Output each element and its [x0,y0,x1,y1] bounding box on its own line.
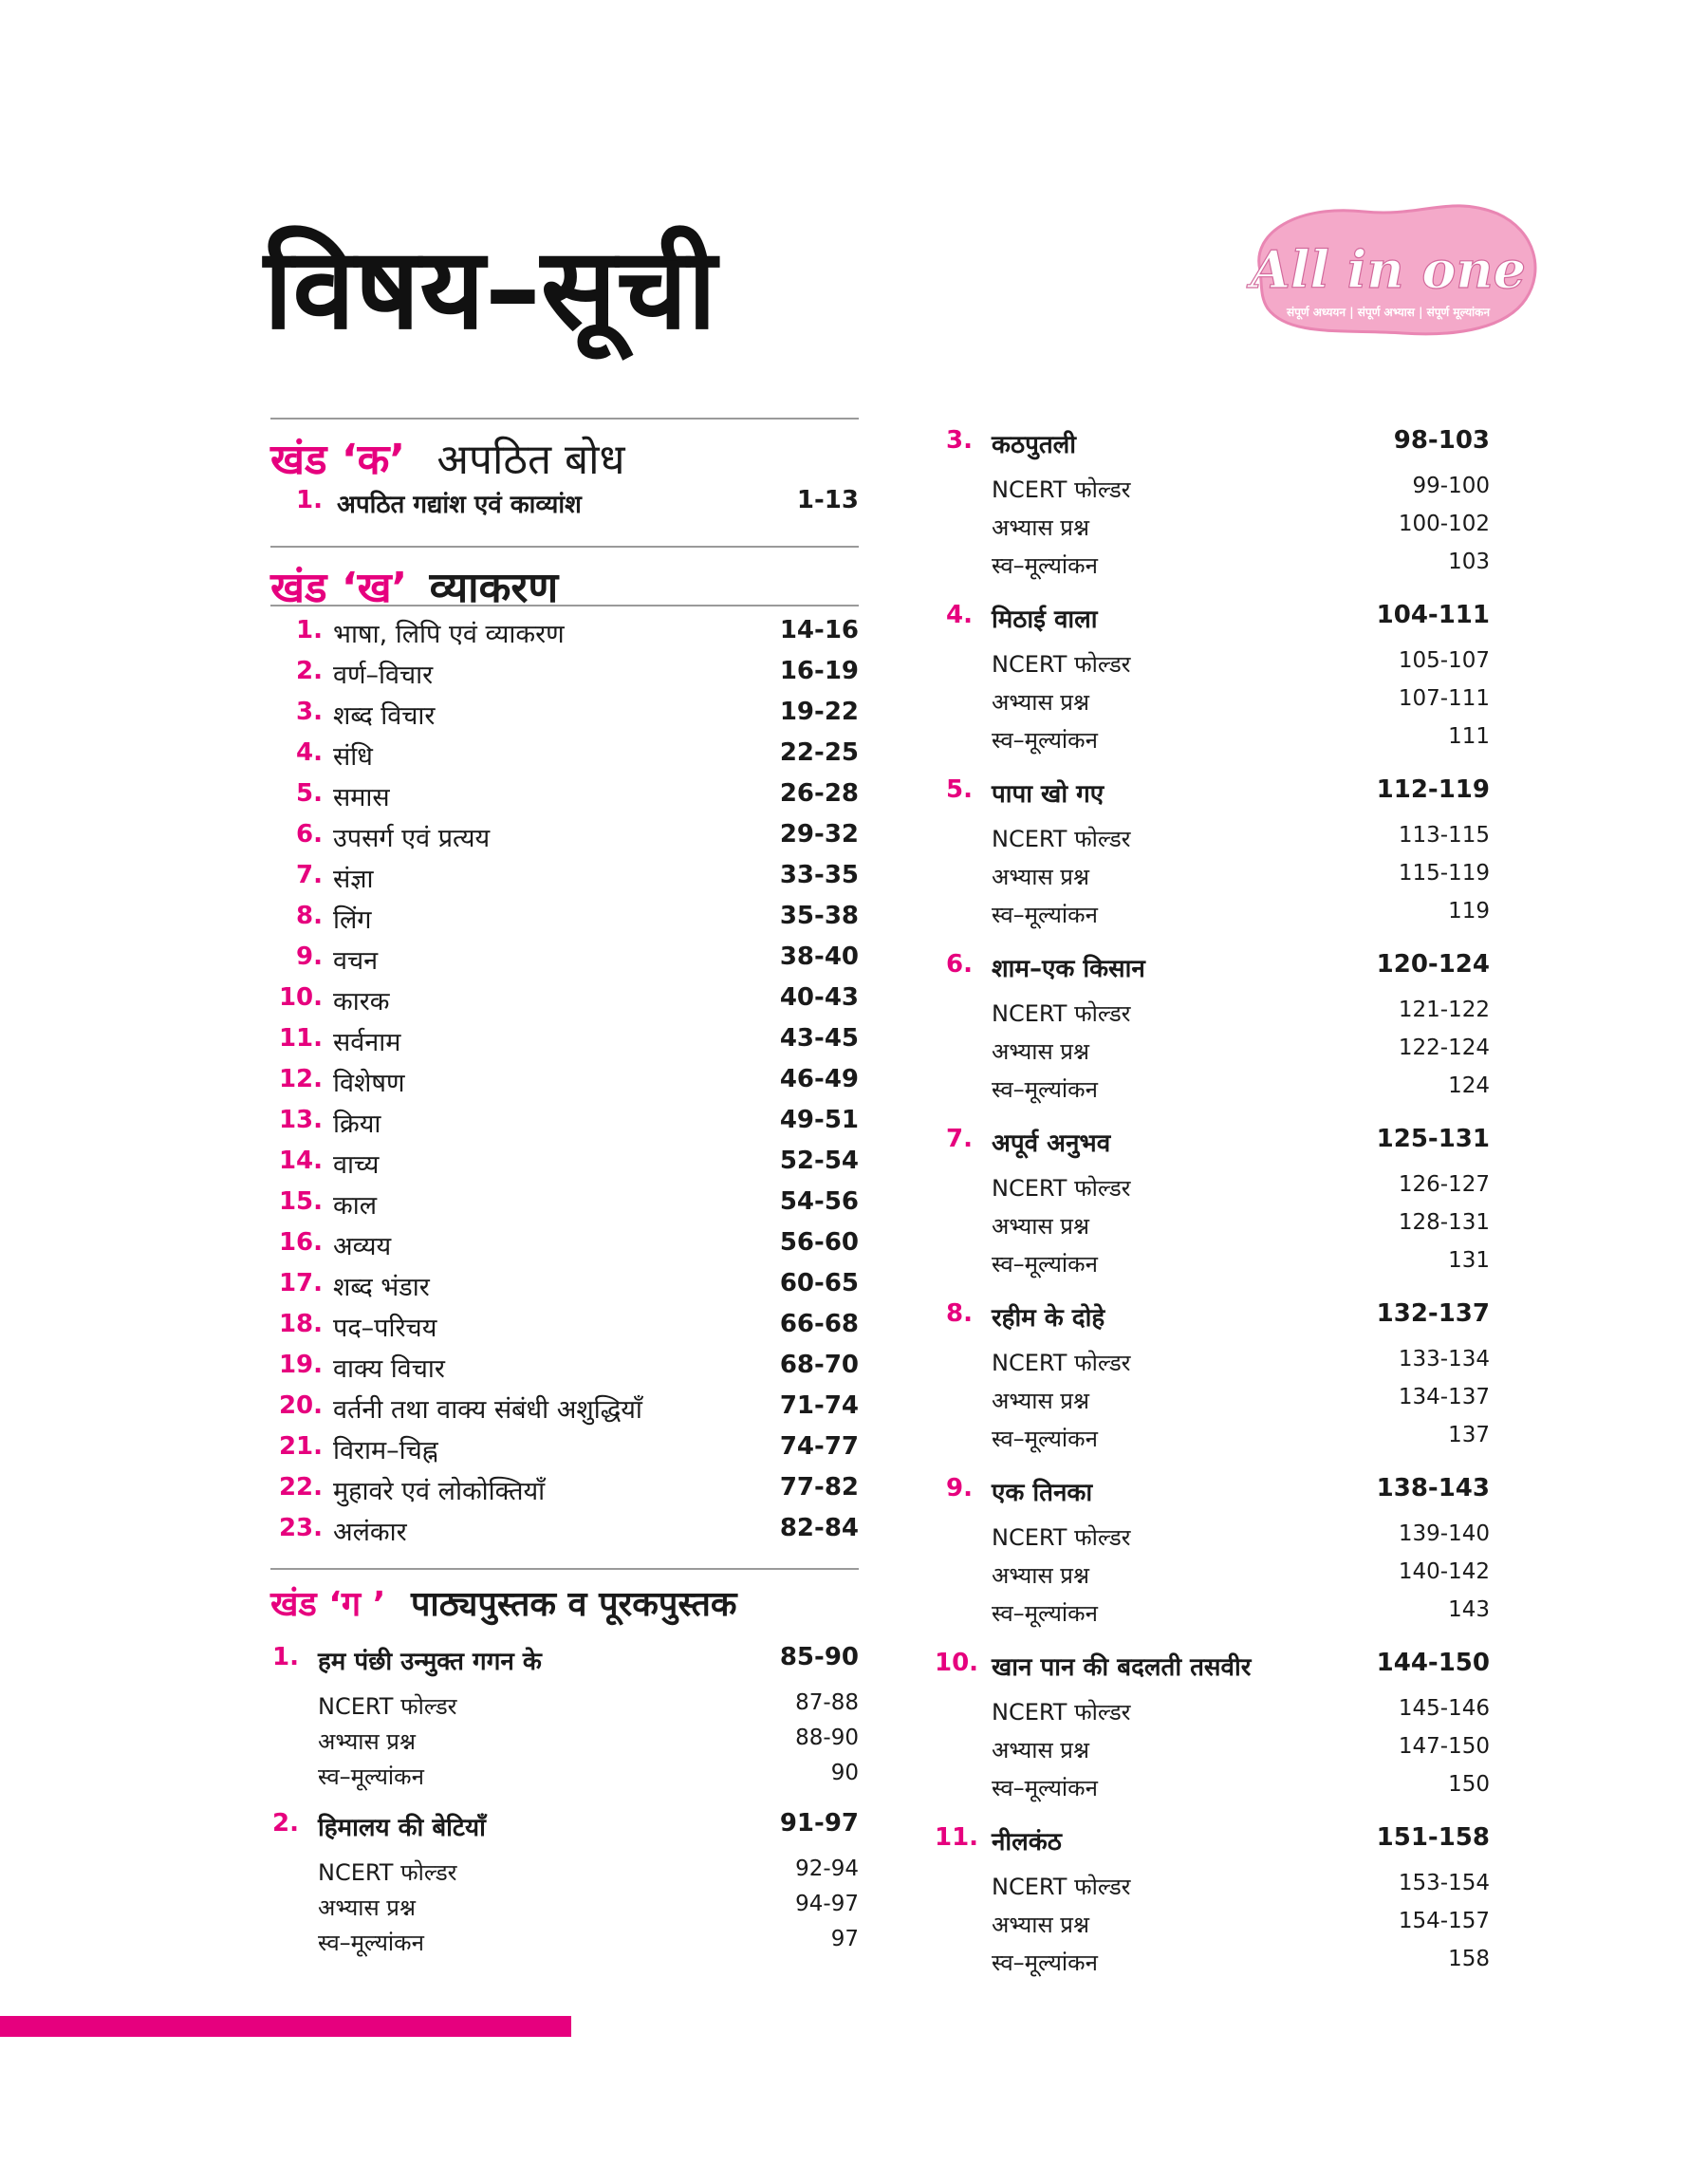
subsection-title: स्व–मूल्यांकन [318,1763,424,1790]
section-ka-title: अपठित बोध [436,436,625,484]
subsection-title: NCERT फोल्डर [992,1350,1131,1376]
page-title: विषय–सूची [264,223,717,354]
entry-number: 19. [278,1351,323,1379]
entry-title: मुहावरे एवं लोकोक्तियाँ [333,1477,546,1506]
entry-number: 7. [296,861,323,889]
entry-pages: 33-35 [779,861,859,889]
chapter-pages: 151-158 [1376,1823,1490,1852]
subsection-pages: 140-142 [1398,1559,1490,1584]
subsection-pages: 131 [1448,1248,1490,1273]
entry-title: वाक्य विचार [333,1354,445,1384]
chapter-title: कठपुतली [992,431,1077,459]
subsection-title: अभ्यास प्रश्न [992,1213,1089,1240]
subsection-pages: 92-94 [795,1856,859,1881]
entry-number: 3. [296,698,323,726]
section-ga-label: खंड ‘ग ’ [270,1585,386,1624]
chapter-pages: 85-90 [779,1643,859,1671]
entry-number: 16. [278,1228,323,1257]
subsection-pages: 119 [1448,899,1490,924]
entry-number: 13. [278,1106,323,1134]
entry-number: 10. [278,983,323,1012]
divider [270,605,859,606]
chapter-pages: 91-97 [779,1809,859,1838]
chapter-title: अपूर्व अनुभव [992,1129,1111,1158]
subsection-pages: 90 [830,1761,859,1785]
subsection-pages: 107-111 [1398,686,1490,711]
entry-title: समास [333,783,390,812]
subsection-title: स्व–मूल्यांकन [992,1950,1098,1976]
section-ka-header [270,418,859,484]
subsection-pages: 153-154 [1398,1871,1490,1895]
subsection-title: अभ्यास प्रश्न [318,1894,416,1921]
entry-pages: 38-40 [779,942,859,971]
entry-title: वर्तनी तथा वाक्य संबंधी अशुद्धियाँ [333,1395,642,1425]
subsection-pages: 134-137 [1398,1385,1490,1409]
subsection-title: NCERT फोल्डर [318,1859,457,1886]
entry-number: 8. [296,902,323,930]
subsection-title: अभ्यास प्रश्न [992,1562,1089,1589]
section-kha-header [270,546,859,612]
entry-number: 20. [278,1391,323,1420]
subsection-pages: 143 [1448,1597,1490,1622]
chapter-pages: 112-119 [1376,775,1490,804]
subsection-pages: 128-131 [1398,1210,1490,1235]
entry-title: विशेषण [333,1069,405,1098]
entry-title: शब्द विचार [333,701,436,731]
entry-title: क्रिया [333,1110,381,1139]
entry-pages: 29-32 [779,820,859,849]
entry-pages: 26-28 [779,779,859,808]
entry-number: 1. [296,616,323,644]
entry-pages: 74-77 [779,1432,859,1461]
chapter-number: 6. [946,950,973,979]
subsection-title: स्व–मूल्यांकन [992,552,1098,579]
entry-pages: 82-84 [779,1514,859,1542]
entry-title: काल [333,1191,378,1221]
entry-title: अपठित गद्यांश एवं काव्यांश [337,491,582,519]
subsection-title: NCERT फोल्डर [992,1000,1131,1027]
entry-title: सर्वनाम [333,1028,401,1057]
entry-number: 21. [278,1432,323,1461]
chapter-number: 2. [272,1809,299,1838]
subsection-title: स्व–मूल्यांकन [992,1775,1098,1801]
subsection-title: अभ्यास प्रश्न [318,1728,416,1755]
section-kha-label: खंड ‘ख’ [270,564,408,612]
subsection-pages: 122-124 [1398,1036,1490,1060]
subsection-pages: 150 [1448,1772,1490,1797]
chapter-number: 3. [946,426,973,455]
section-ga-title: पाठ्यपुस्तक व पूरकपुस्तक [410,1585,737,1624]
section-ka-label: खंड ‘क’ [270,436,406,484]
entry-title: उपसर्ग एवं प्रत्यय [333,824,491,853]
entry-pages: 77-82 [779,1473,859,1502]
chapter-title: मिठाई वाला [992,606,1098,634]
chapter-pages: 104-111 [1376,601,1490,629]
entry-number: 14. [278,1147,323,1175]
entry-pages: 66-68 [779,1310,859,1338]
subsection-pages: 121-122 [1398,998,1490,1022]
subsection-title: NCERT फोल्डर [992,651,1131,678]
subsection-title: NCERT फोल्डर [992,1699,1131,1726]
entry-pages: 43-45 [779,1024,859,1053]
entry-title: विराम–चिह्न [333,1436,438,1465]
subsection-title: अभ्यास प्रश्न [992,1912,1089,1938]
entry-title: संधि [333,742,373,772]
subsection-title: NCERT फोल्डर [318,1693,457,1720]
subsection-title: अभ्यास प्रश्न [992,864,1089,890]
chapter-pages: 98-103 [1393,426,1490,455]
entry-pages: 1-13 [796,486,859,514]
subsection-pages: 105-107 [1398,648,1490,673]
subsection-title: अभ्यास प्रश्न [992,514,1089,541]
chapter-title: खान पान की बदलती तसवीर [992,1653,1252,1682]
subsection-pages: 145-146 [1398,1696,1490,1721]
entry-pages: 49-51 [779,1106,859,1134]
entry-pages: 19-22 [779,698,859,726]
entry-title: शब्द भंडार [333,1273,430,1302]
subsection-title: NCERT फोल्डर [992,476,1131,503]
subsection-title: NCERT फोल्डर [992,1175,1131,1202]
entry-number: 12. [278,1065,323,1093]
entry-pages: 16-19 [779,657,859,685]
subsection-title: NCERT फोल्डर [992,1524,1131,1551]
entry-title: लिंग [333,905,372,935]
entry-title: पद–परिचय [333,1314,437,1343]
subsection-pages: 87-88 [795,1690,859,1715]
chapter-pages: 138-143 [1376,1474,1490,1502]
chapter-number: 5. [946,775,973,804]
subsection-pages: 126-127 [1398,1172,1490,1197]
chapter-title: शाम–एक किसान [992,955,1145,983]
entry-title: अव्यय [333,1232,392,1261]
subsection-title: स्व–मूल्यांकन [992,727,1098,754]
chapter-number: 1. [272,1643,299,1671]
chapter-title: नीलकंठ [992,1828,1062,1856]
chapter-title: हिमालय की बेटियाँ [318,1814,486,1842]
entry-title: वचन [333,946,379,976]
subsection-pages: 103 [1448,550,1490,574]
subsection-title: NCERT फोल्डर [992,826,1131,852]
chapter-number: 8. [946,1299,973,1328]
entry-number: 2. [296,657,323,685]
entry-title: वर्ण–विचार [333,661,434,690]
chapter-number: 9. [946,1474,973,1502]
section-kha-title: व्याकरण [429,564,559,612]
subsection-pages: 154-157 [1398,1909,1490,1933]
subsection-title: स्व–मूल्यांकन [992,1600,1098,1627]
chapter-title: हम पंछी उन्मुक्त गगन के [318,1648,542,1676]
chapter-number: 7. [946,1125,973,1153]
subsection-title: स्व–मूल्यांकन [318,1930,424,1956]
chapter-pages: 125-131 [1376,1125,1490,1153]
logo-blob-icon [1232,195,1545,346]
entry-number: 23. [278,1514,323,1542]
entry-number: 17. [278,1269,323,1297]
subsection-pages: 100-102 [1398,512,1490,536]
entry-pages: 68-70 [779,1351,859,1379]
subsection-title: NCERT फोल्डर [992,1874,1131,1900]
entry-pages: 22-25 [779,738,859,767]
entry-number: 22. [278,1473,323,1502]
subsection-title: स्व–मूल्यांकन [992,1251,1098,1278]
entry-title: वाच्य [333,1150,380,1180]
entry-number: 4. [296,738,323,767]
entry-title: भाषा, लिपि एवं व्याकरण [333,620,565,649]
section-ga-header [270,1568,859,1624]
logo-tagline: संपूर्ण अध्ययन | संपूर्ण अभ्यास | संपूर्ण मूल्यांकन [1286,306,1491,319]
entry-pages: 14-16 [779,616,859,644]
entry-pages: 71-74 [779,1391,859,1420]
entry-number: 6. [296,820,323,849]
chapter-title: एक तिनका [992,1479,1093,1507]
subsection-pages: 111 [1448,724,1490,749]
entry-pages: 40-43 [779,983,859,1012]
entry-number: 5. [296,779,323,808]
subsection-pages: 113-115 [1398,823,1490,848]
subsection-pages: 115-119 [1398,861,1490,886]
entry-pages: 56-60 [779,1228,859,1257]
chapter-pages: 144-150 [1376,1649,1490,1677]
subsection-title: अभ्यास प्रश्न [992,1388,1089,1414]
chapter-title: पापा खो गए [992,780,1105,809]
entry-pages: 46-49 [779,1065,859,1093]
entry-number: 1. [296,486,323,514]
logo-brand-text: All in one [1251,239,1526,300]
chapter-number: 11. [935,1823,979,1852]
subsection-title: स्व–मूल्यांकन [992,1426,1098,1452]
chapter-title: रहीम के दोहे [992,1304,1105,1333]
entry-pages: 60-65 [779,1269,859,1297]
entry-pages: 54-56 [779,1187,859,1216]
chapter-number: 10. [935,1649,979,1677]
entry-title: संज्ञा [333,865,374,894]
entry-number: 11. [278,1024,323,1053]
subsection-pages: 88-90 [795,1726,859,1750]
subsection-title: अभ्यास प्रश्न [992,689,1089,716]
subsection-title: अभ्यास प्रश्न [992,1737,1089,1763]
subsection-title: स्व–मूल्यांकन [992,1076,1098,1103]
subsection-pages: 147-150 [1398,1734,1490,1759]
subsection-pages: 158 [1448,1947,1490,1971]
subsection-pages: 124 [1448,1073,1490,1098]
entry-number: 15. [278,1187,323,1216]
footer-accent-bar [0,2016,571,2037]
chapter-pages: 120-124 [1376,950,1490,979]
entry-title: अलंकार [333,1518,407,1547]
subsection-title: अभ्यास प्रश्न [992,1038,1089,1065]
subsection-pages: 94-97 [795,1892,859,1916]
chapter-number: 4. [946,601,973,629]
entry-number: 9. [296,942,323,971]
entry-number: 18. [278,1310,323,1338]
entry-pages: 35-38 [779,902,859,930]
entry-pages: 52-54 [779,1147,859,1175]
subsection-title: स्व–मूल्यांकन [992,902,1098,928]
brand-logo [1232,195,1545,346]
entry-title: कारक [333,987,390,1017]
subsection-pages: 137 [1448,1423,1490,1447]
subsection-pages: 99-100 [1412,474,1490,498]
subsection-pages: 97 [830,1927,859,1951]
subsection-pages: 139-140 [1398,1521,1490,1546]
subsection-pages: 133-134 [1398,1347,1490,1371]
chapter-pages: 132-137 [1376,1299,1490,1328]
